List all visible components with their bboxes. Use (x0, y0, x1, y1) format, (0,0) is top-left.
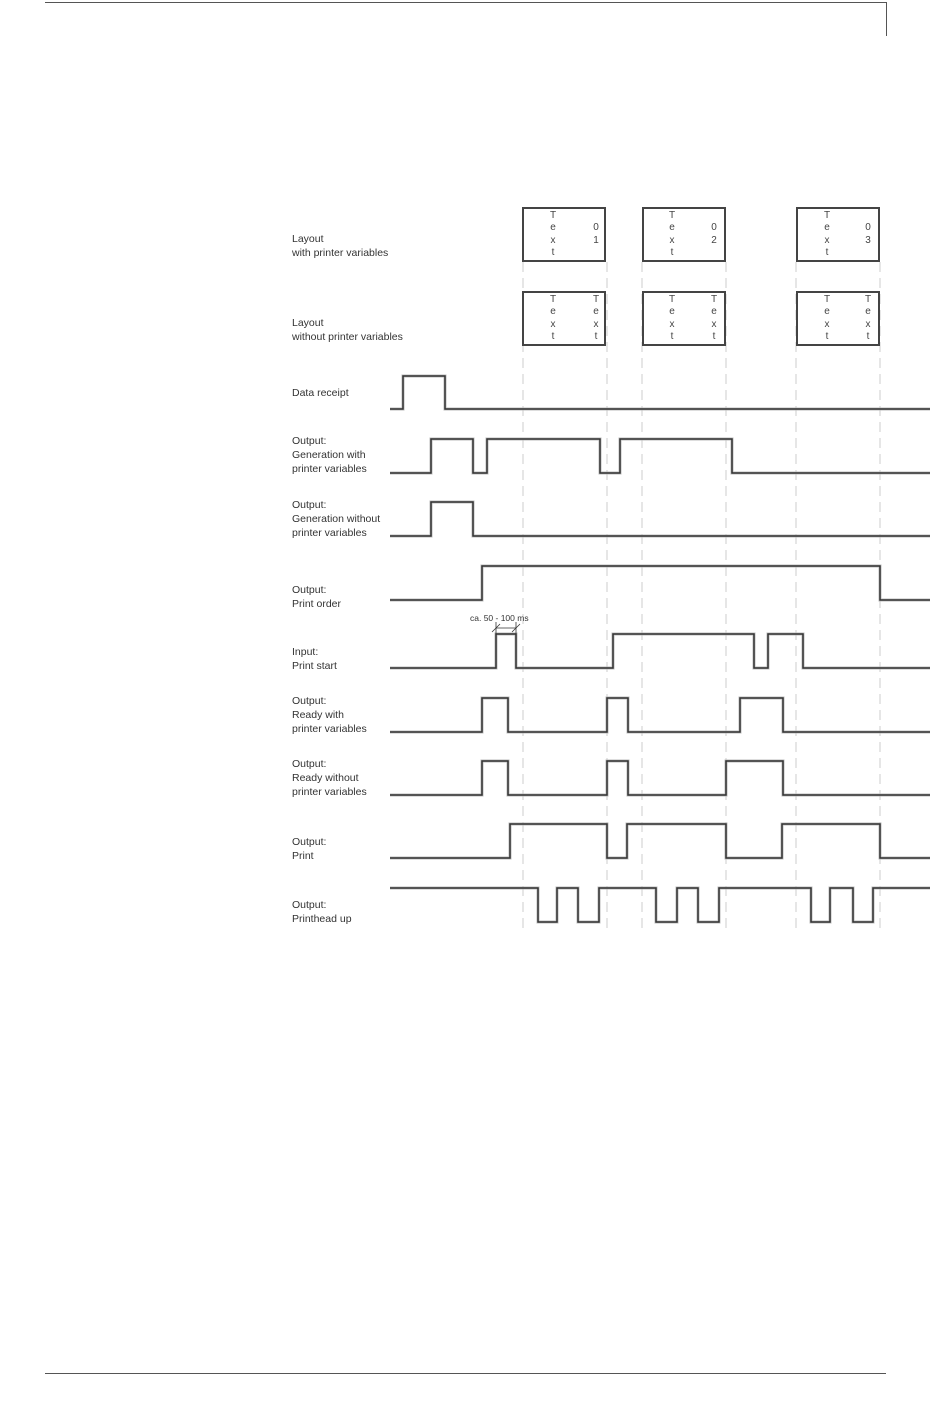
generation-with-variables-signal (390, 439, 930, 473)
ready-with-variables-signal (390, 698, 930, 732)
label-line: Data receipt (292, 387, 349, 399)
label-line: Ready without (292, 772, 359, 784)
generation-without-variables-signal (390, 502, 930, 536)
generation-with-variables-label (292, 434, 367, 476)
ready-without-variables-label (292, 757, 367, 799)
print-order-label (292, 583, 341, 611)
label-line: Generation with (292, 449, 366, 461)
label-line: Print start (292, 660, 337, 672)
print-order-signal-shadow (390, 566, 930, 600)
layout-box-without-variables-3: T e x t T e x t (796, 291, 880, 346)
print-start-label (292, 645, 337, 673)
label-line: Printhead up (292, 913, 352, 925)
printhead-up-label (292, 898, 352, 926)
label-line: Print (292, 850, 314, 862)
generation-with-variables-signal-shadow (390, 439, 930, 473)
data-receipt-signal (390, 376, 930, 409)
label-line: Layout (292, 233, 324, 245)
label-line: Output: (292, 836, 327, 848)
label-line: Output: (292, 695, 327, 707)
print-signal (390, 824, 930, 858)
label-line: Output: (292, 899, 327, 911)
label-line: Input: (292, 646, 319, 658)
layout-without-variables-label (292, 316, 403, 344)
label-line: printer variables (292, 786, 367, 798)
label-line: Output: (292, 584, 327, 596)
label-line: Generation without (292, 513, 381, 525)
data-receipt-label (292, 386, 349, 400)
label-line: Output: (292, 435, 327, 447)
print-start-signal-shadow (390, 634, 930, 668)
label-line: printer variables (292, 527, 367, 539)
ready-without-variables-signal-shadow (390, 761, 930, 795)
printhead-up-signal (390, 888, 930, 922)
layout-box-without-variables-2: T e x t T e x t (642, 291, 726, 346)
ready-with-variables-signal-shadow (390, 698, 930, 732)
layout-box-with-variables-3: T e x t 0 3 (796, 207, 880, 262)
generation-without-variables-signal-shadow (390, 502, 930, 536)
label-line: printer variables (292, 463, 367, 475)
print-signal-shadow (390, 824, 930, 858)
ready-without-variables-signal (390, 761, 930, 795)
label-line: Output: (292, 499, 327, 511)
print-start-signal (390, 634, 930, 668)
print-order-signal (390, 566, 930, 600)
timing-annotation: ca. 50 - 100 ms (470, 613, 529, 623)
ready-with-variables-label (292, 694, 367, 736)
printhead-up-signal-shadow (390, 888, 930, 922)
layout-box-without-variables-1: T e x t T e x t (522, 291, 606, 346)
label-line: with printer variables (292, 247, 389, 259)
layout-box-with-variables-2: T e x t 0 2 (642, 207, 726, 262)
generation-without-variables-label (292, 498, 380, 540)
label-line: printer variables (292, 723, 367, 735)
label-line: Ready with (292, 709, 344, 721)
print-label (292, 835, 326, 863)
layout-box-with-variables-1: T e x t 0 1 (522, 207, 606, 262)
label-line: without printer variables (292, 331, 403, 343)
layout-with-variables-label (292, 232, 388, 260)
label-line: Output: (292, 758, 327, 770)
label-line: Layout (292, 317, 324, 329)
data-receipt-signal-shadow (390, 376, 930, 409)
label-line: Print order (292, 598, 342, 610)
